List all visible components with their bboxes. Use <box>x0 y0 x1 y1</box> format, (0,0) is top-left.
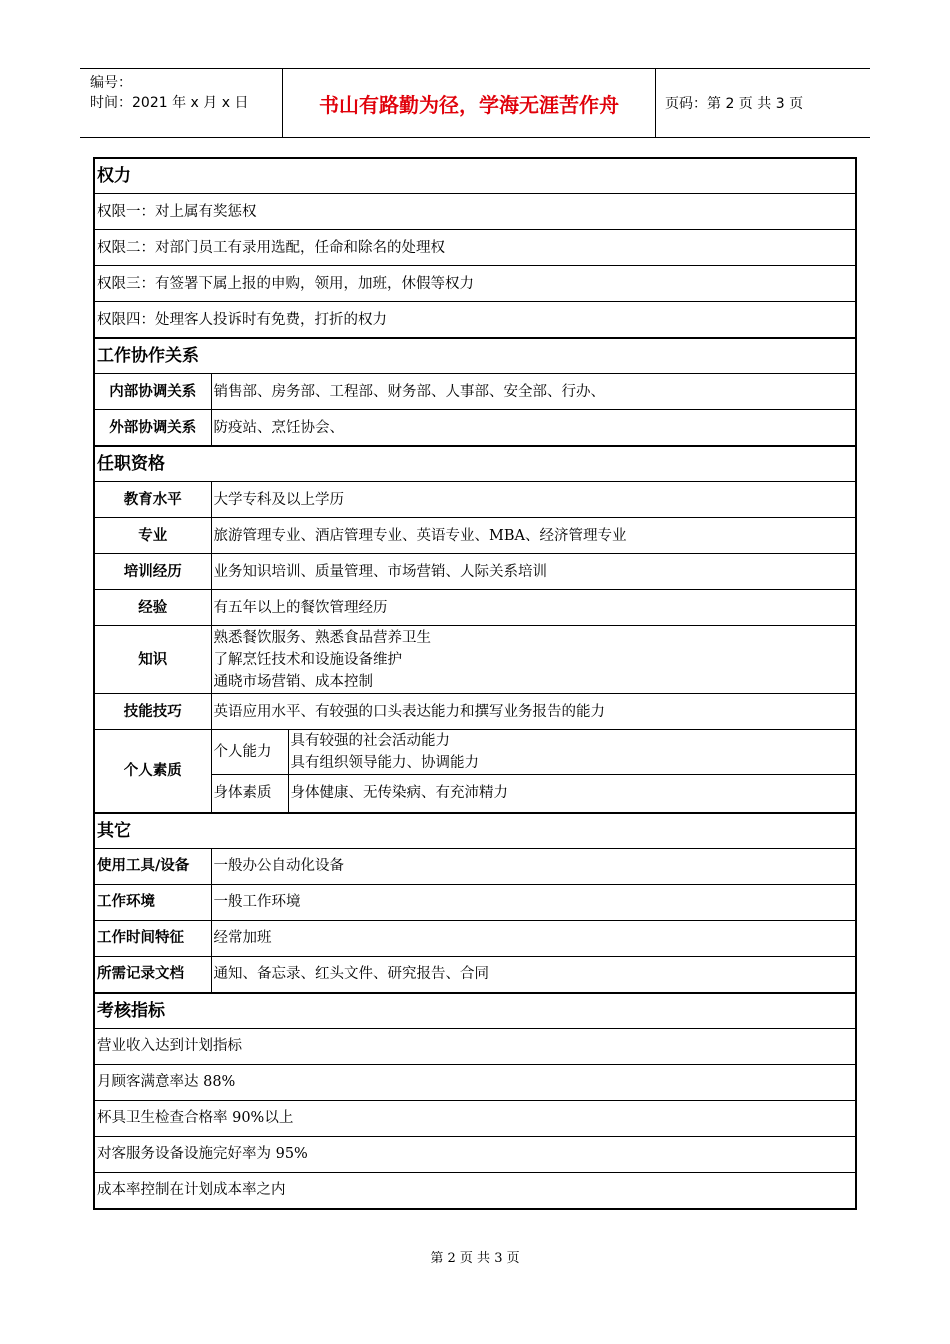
work-time-label: 工作时间特征 <box>94 920 211 956</box>
major-value: 旅游管理专业、酒店管理专业、英语专业、MBA、经济管理专业 <box>211 518 856 554</box>
section-title-qualification: 任职资格 <box>94 446 856 482</box>
environment-value: 一般工作环境 <box>211 884 856 920</box>
knowledge-label: 知识 <box>94 626 211 694</box>
section-title-kpi: 考核指标 <box>94 993 856 1029</box>
knowledge-line: 熟悉餐饮服务、熟悉食品营养卫生 <box>213 629 431 646</box>
external-coordination-label: 外部协调关系 <box>94 410 211 447</box>
training-value: 业务知识培训、质量管理、市场营销、人际关系培训 <box>211 554 856 590</box>
external-coordination-value: 防疫站、烹饪协会、 <box>211 410 856 447</box>
page-footer: 第 2 页 共 3 页 <box>430 1251 520 1266</box>
ability-label: 个人能力 <box>211 730 288 775</box>
training-label: 培训经历 <box>94 554 211 590</box>
personal-quality-label: 个人素质 <box>94 730 211 813</box>
header-meta <box>80 69 282 137</box>
job-description-table <box>93 157 857 1210</box>
education-label: 教育水平 <box>94 482 211 518</box>
physical-value: 身体健康、无传染病、有充沛精力 <box>288 775 856 813</box>
tools-value: 一般办公自动化设备 <box>211 848 856 884</box>
work-time-value: 经常加班 <box>211 920 856 956</box>
authority-row: 权限一：对上属有奖惩权 <box>94 194 856 230</box>
page-header <box>80 68 870 138</box>
physical-label: 身体素质 <box>211 775 288 813</box>
doc-number-label: 编号： <box>90 75 132 91</box>
knowledge-line: 了解烹饪技术和设施设备维护 <box>213 651 402 668</box>
skills-label: 技能技巧 <box>94 694 211 730</box>
kpi-row: 杯具卫生检查合格率 90%以上 <box>94 1100 856 1136</box>
doc-date-label: 时间：2021 年 x 月 x 日 <box>90 95 249 111</box>
internal-coordination-label: 内部协调关系 <box>94 374 211 410</box>
section-title-other: 其它 <box>94 813 856 849</box>
education-value: 大学专科及以上学历 <box>211 482 856 518</box>
skills-value: 英语应用水平、有较强的口头表达能力和撰写业务报告的能力 <box>211 694 856 730</box>
authority-row: 权限二：对部门员工有录用选配，任命和除名的处理权 <box>94 230 856 266</box>
experience-value: 有五年以上的餐饮管理经历 <box>211 590 856 626</box>
kpi-row: 成本率控制在计划成本率之内 <box>94 1172 856 1209</box>
tools-label: 使用工具/设备 <box>94 848 211 884</box>
kpi-row: 对客服务设备设施完好率为 95% <box>94 1136 856 1172</box>
internal-coordination-value: 销售部、房务部、工程部、财务部、人事部、安全部、行办、 <box>211 374 856 410</box>
records-label: 所需记录文档 <box>94 956 211 993</box>
section-title-authority: 权力 <box>94 158 856 194</box>
ability-line: 具有组织领导能力、协调能力 <box>290 755 479 771</box>
major-label: 专业 <box>94 518 211 554</box>
environment-label: 工作环境 <box>94 884 211 920</box>
authority-row: 权限四：处理客人投诉时有免费，打折的权力 <box>94 302 856 339</box>
section-title-cooperation: 工作协作关系 <box>94 338 856 374</box>
ability-line: 具有较强的社会活动能力 <box>290 733 450 749</box>
records-value: 通知、备忘录、红头文件、研究报告、合同 <box>211 956 856 993</box>
header-page-number: 页码：第 2 页 共 3 页 <box>665 96 804 112</box>
authority-row: 权限三：有签署下属上报的申购，领用，加班，休假等权力 <box>94 266 856 302</box>
kpi-row: 营业收入达到计划指标 <box>94 1028 856 1064</box>
header-motto: 书山有路勤为径，学海无涯苦作舟 <box>282 69 656 137</box>
knowledge-value <box>211 626 856 694</box>
knowledge-line: 通晓市场营销、成本控制 <box>213 673 373 690</box>
kpi-row: 月顾客满意率达 88% <box>94 1064 856 1100</box>
experience-label: 经验 <box>94 590 211 626</box>
ability-value <box>288 730 856 775</box>
